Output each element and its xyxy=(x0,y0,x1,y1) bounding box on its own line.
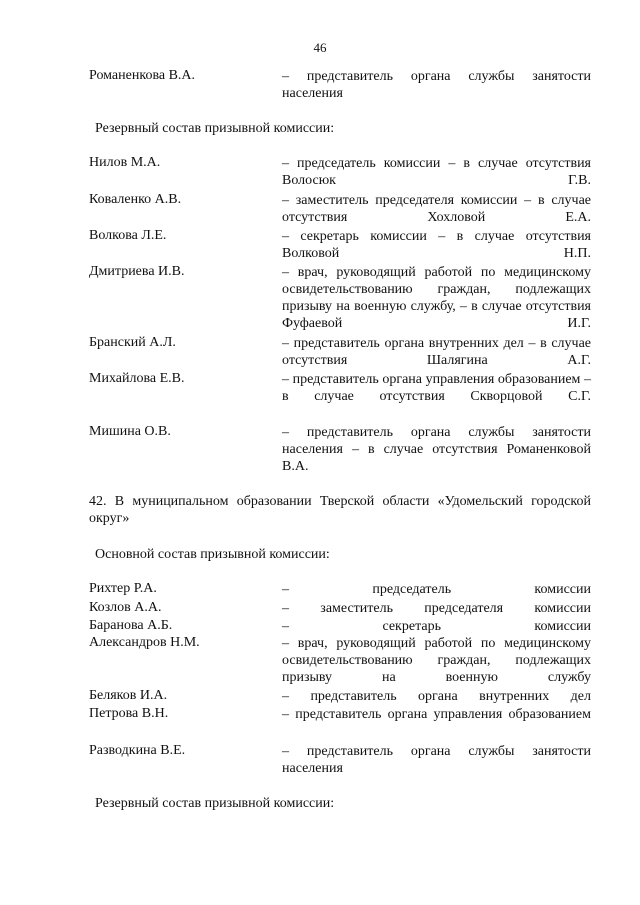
member-name: Бранский А.Л. xyxy=(89,335,176,350)
member-role: – председатель комиссии – в случае отсутствия Волосюк Г.В. xyxy=(282,156,591,188)
main-heading: Основной состав призывной комиссии: xyxy=(95,547,330,562)
section-title: 42. В муниципальном образовании Тверской области «Удомельский городской округ» xyxy=(89,494,591,526)
member-role: – представитель органа внутренних дел – в случае отсутствия Шалягина А.Г. xyxy=(282,336,591,368)
member-role: – заместитель председателя комиссии – в случае отсутствия Хохловой Е.А. xyxy=(282,193,591,225)
member-role: – представитель органа управления образованием – в случае отсутствия Скворцовой С.Г. xyxy=(282,372,591,404)
member-name: Нилов М.А. xyxy=(89,155,161,170)
reserve-heading: Резервный состав призывной комиссии: xyxy=(95,121,335,136)
member-role: – представитель органа управления образованием xyxy=(282,707,591,722)
member-role: – врач, руководящий работой по медицинскому освидетельствованию граждан, подлежащих призыву на военную службу, – в случае отсутствия Фуфаевой И.Г. xyxy=(282,265,591,331)
reserve-heading: Резервный состав призывной комиссии: xyxy=(95,796,335,811)
member-name: Волкова Л.Е. xyxy=(89,228,167,243)
member-name: Баранова А.Б. xyxy=(89,618,173,633)
member-role: – представитель органа службы занятости населения xyxy=(282,744,591,776)
member-name: Козлов А.А. xyxy=(89,600,162,615)
member-name: Рихтер Р.А. xyxy=(89,581,157,596)
member-name: Александров Н.М. xyxy=(89,635,200,650)
member-name: Разводкина В.Е. xyxy=(89,743,186,758)
member-name: Коваленко А.В. xyxy=(89,192,182,207)
member-role: – секретарь комиссии xyxy=(282,619,591,634)
member-name: Романенкова В.А. xyxy=(89,68,196,83)
member-role: – заместитель председателя комиссии xyxy=(282,601,591,616)
member-name: Петрова В.Н. xyxy=(89,706,169,721)
member-role: – председатель комиссии xyxy=(282,582,591,597)
page-number: 46 xyxy=(313,40,327,55)
member-role: – секретарь комиссии – в случае отсутствия Волковой Н.П. xyxy=(282,229,591,261)
member-role: – представитель органа службы занятости населения xyxy=(282,69,591,101)
member-name: Беляков И.А. xyxy=(89,688,168,703)
member-role: – врач, руководящий работой по медицинскому освидетельствованию граждан, подлежащих призыву на военную службу xyxy=(282,636,591,685)
member-name: Мишина О.В. xyxy=(89,424,171,439)
member-name: Михайлова Е.В. xyxy=(89,371,185,386)
member-name: Дмитриева И.В. xyxy=(89,264,185,279)
member-role: – представитель органа службы занятости населения – в случае отсутствия Романенковой В.А. xyxy=(282,425,591,474)
member-role: – представитель органа внутренних дел xyxy=(282,689,591,704)
